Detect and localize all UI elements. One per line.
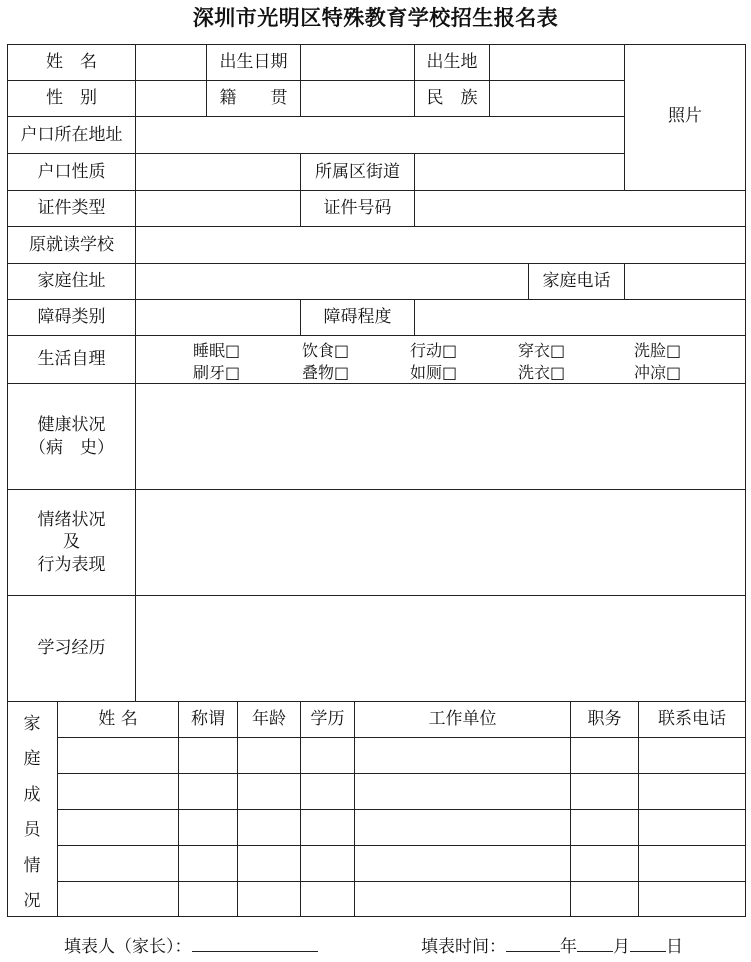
birth-place-field[interactable]	[490, 45, 624, 80]
emotion-label-line3: 行为表现	[37, 554, 106, 575]
year-label: 年	[560, 937, 577, 957]
filler-label: 填表人（家长）：	[64, 937, 192, 957]
family-header-education: 学历	[310, 709, 345, 730]
home-phone-field[interactable]	[625, 264, 745, 299]
family-row[interactable]	[58, 882, 745, 916]
self-care-label: 生活自理	[37, 349, 106, 370]
street-label: 所属区街道	[315, 161, 400, 182]
gender-label: 性 别	[46, 88, 97, 109]
self-care-checkbox-fold[interactable]: 叠物□	[302, 363, 350, 382]
hukou-address-label: 户口所在地址	[20, 124, 123, 145]
learning-label: 学习经历	[37, 638, 106, 659]
month-label: 月	[613, 937, 630, 957]
ethnicity-field[interactable]	[490, 81, 624, 116]
self-care-checkbox-sleep[interactable]: 睡眠□	[193, 341, 241, 360]
family-side-char: 家	[23, 714, 41, 734]
date-line	[421, 932, 683, 957]
family-header-name: 姓 名	[98, 709, 138, 730]
native-place-label: 籍 贯	[219, 88, 288, 109]
emotion-label-line2: 及	[63, 532, 80, 553]
family-row[interactable]	[58, 810, 745, 845]
id-number-label: 证件号码	[323, 198, 392, 219]
disability-type-label: 障碍类别	[37, 307, 106, 328]
learning-field[interactable]	[136, 596, 745, 701]
family-header-relation: 称谓	[191, 709, 225, 730]
id-number-field[interactable]	[415, 191, 745, 226]
gender-field[interactable]	[136, 81, 206, 116]
hukou-address-field[interactable]	[136, 117, 624, 153]
hukou-type-field[interactable]	[136, 154, 300, 190]
family-row[interactable]	[58, 774, 745, 809]
disability-type-field[interactable]	[136, 300, 300, 335]
family-header-phone: 联系电话	[658, 709, 726, 730]
home-address-label: 家庭住址	[37, 271, 106, 292]
birth-place-label: 出生地	[426, 52, 478, 73]
self-care-checkbox-shower[interactable]: 冲凉□	[634, 363, 682, 382]
self-care-checkbox-toilet[interactable]: 如厕□	[410, 363, 458, 382]
family-side-char: 成	[23, 785, 41, 805]
disability-level-field[interactable]	[415, 300, 745, 335]
name-field[interactable]	[136, 45, 206, 80]
name-label: 姓 名	[46, 52, 97, 73]
birth-date-field[interactable]	[301, 45, 414, 80]
hukou-type-label: 户口性质	[37, 161, 106, 182]
rule	[7, 916, 746, 917]
self-care-checkbox-brush-teeth[interactable]: 刷牙□	[193, 363, 241, 382]
disability-level-label: 障碍程度	[323, 307, 392, 328]
self-care-checkbox-dress[interactable]: 穿衣□	[518, 341, 566, 360]
day-label: 日	[666, 937, 683, 957]
home-address-field[interactable]	[136, 264, 528, 299]
year-field[interactable]	[506, 935, 560, 952]
family-side-char: 情	[23, 856, 41, 876]
native-place-field[interactable]	[301, 81, 414, 116]
family-row[interactable]	[58, 738, 745, 773]
health-field[interactable]	[136, 384, 745, 489]
emotion-label-line1: 情绪状况	[37, 510, 106, 531]
self-care-checkbox-laundry[interactable]: 洗衣□	[518, 363, 566, 382]
self-care-checkbox-wash-face[interactable]: 洗脸□	[634, 341, 682, 360]
self-care-checkbox-eat[interactable]: 饮食□	[302, 341, 350, 360]
birth-date-label: 出生日期	[219, 52, 288, 73]
photo-box[interactable]: 照片	[668, 106, 702, 126]
street-field[interactable]	[415, 154, 624, 190]
family-header-age: 年龄	[252, 709, 286, 730]
family-header-position: 职务	[587, 709, 622, 730]
health-label-line1: 健康状况	[37, 415, 106, 436]
id-type-field[interactable]	[136, 191, 300, 226]
family-side-char: 庭	[23, 749, 41, 769]
day-field[interactable]	[630, 935, 666, 952]
family-row[interactable]	[58, 846, 745, 881]
filler-line	[64, 932, 318, 957]
emotion-label	[8, 490, 135, 595]
date-label: 填表时间：	[421, 937, 506, 957]
rule	[745, 44, 746, 917]
form-title: 深圳市光明区特殊教育学校招生报名表	[192, 5, 559, 30]
family-header-employer: 工作单位	[428, 709, 497, 730]
health-label	[8, 384, 135, 489]
health-label-line2: （病 史）	[29, 437, 114, 458]
emotion-field[interactable]	[136, 490, 745, 595]
former-school-label: 原就读学校	[29, 234, 114, 255]
month-field[interactable]	[577, 935, 613, 952]
self-care-checkbox-move[interactable]: 行动□	[410, 341, 458, 360]
home-phone-label: 家庭电话	[542, 271, 611, 292]
id-type-label: 证件类型	[37, 198, 106, 219]
ethnicity-label: 民 族	[426, 88, 478, 109]
former-school-field[interactable]	[136, 227, 745, 263]
family-side-char: 况	[23, 891, 41, 911]
filler-signature-field[interactable]	[192, 935, 318, 952]
family-side-char: 员	[23, 820, 41, 840]
